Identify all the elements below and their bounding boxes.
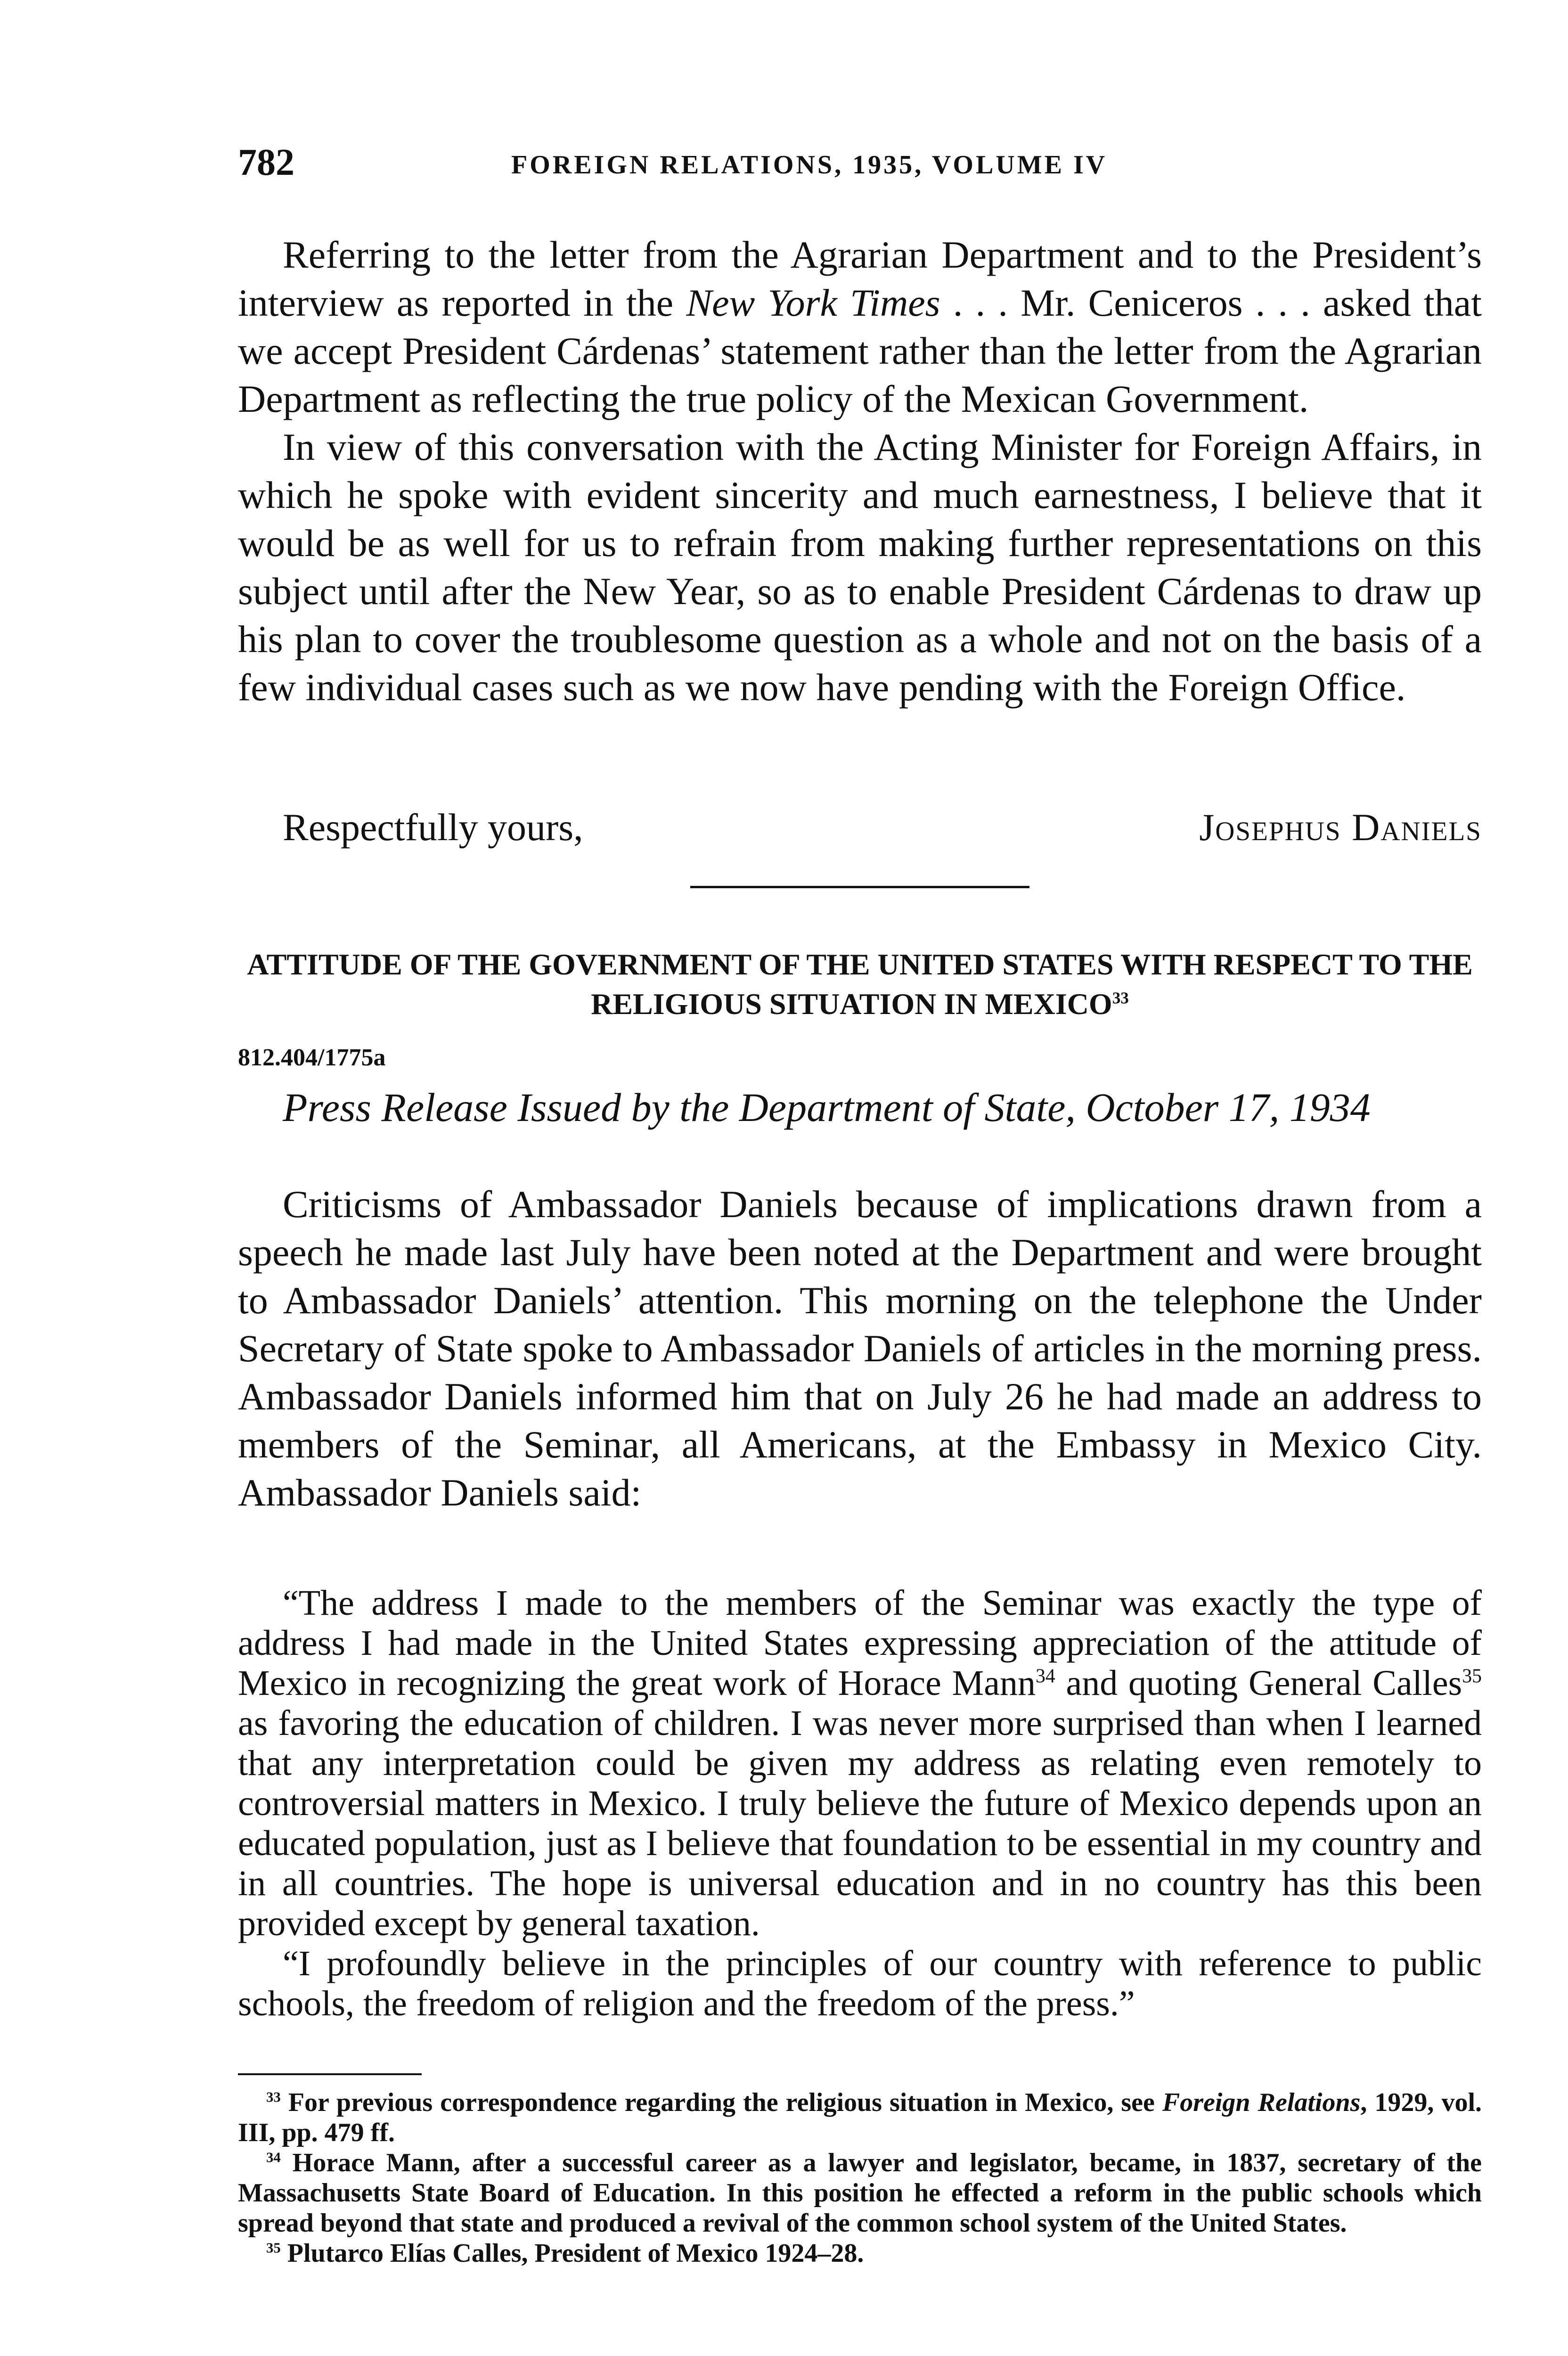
quoted-statement — [238, 1583, 1482, 2024]
document-title: Press Release Issued by the Department of State, October 17, 1934 — [283, 1085, 1371, 1130]
footnote-35: $^{35}$ Plutarco Elías Calles, President of Mexico 1924–28. — [266, 2239, 864, 2268]
letter-body — [238, 231, 1482, 712]
letter-signature: Josephus Daniels — [1199, 806, 1482, 849]
footnote-ref-33: 33 — [1112, 989, 1129, 1007]
letter-signoff — [283, 803, 1482, 851]
page-number: 782 — [238, 142, 294, 183]
footnote-rule — [238, 2073, 422, 2075]
section-divider — [690, 886, 1029, 888]
letter-paragraph-1: Referring to the letter from the Agrarian Department and to the President’s interview as reported in the New York Times . . . Mr. Ceniceros . . . asked that we accept President Cárdenas’ statement rather than the letter from the Agrarian Department as reflecting the true policy of the Mexican Government. — [238, 233, 1482, 420]
file-number: 812.404/1775a — [238, 1044, 386, 1071]
quote-paragraph-1: “The address I made to the members of the Seminar was exactly the type of address I had made in the United States expressing appreciation of the attitude of Mexico in recognizing the great work of Horace Mann$^{34}$ and quoting General Calles$^{35}$ as favoring the education of children. I was never more surprised than when I learned that any interpretation could be given my address as relating even remotely to controversial matters in Mexico. I truly believe the future of Mexico depends upon an educated population, just as I believe that foundation to be essential in my country and in all countries. The hope is universal education and in no country has this been provided except by general taxation. — [238, 1583, 1482, 1943]
press-release-body — [238, 1180, 1482, 1517]
newspaper-title: New York Times — [686, 281, 940, 324]
press-release-paragraph: Criticisms of Ambassador Daniels because of implications drawn from a speech he made last July have been noted at the Department and were brought to Ambassador Daniels’ attention. This morning on the telephone the Under Secretary of State spoke to Ambassador Daniels of articles in the morning press. Ambassador Daniels informed him that on July 26 he had made an address to members of the Seminar, all Americans, at the Embassy in Mexico City. Ambassador Daniels said: — [238, 1183, 1482, 1514]
section-title: ATTITUDE OF THE GOVERNMENT OF THE UNITED STATES WITH RESPECT TO THE RELIGIOUS SITUATION IN MEXICO$^{33}$ — [247, 948, 1473, 1021]
footnote-ref-35: 35 — [1462, 1665, 1482, 1687]
footnote-34: $^{34}$ Horace Mann, after a successful career as a lawyer and legislator, became, in 1837, secretary of the Massachusetts State Board of Education. In this position he effected a reform in the public schools which spread beyond that state and produced a revival of the common school system of the United States. — [238, 2148, 1482, 2238]
footnotes — [238, 2087, 1482, 2268]
letter-closing: Respectfully yours, — [283, 806, 583, 849]
running-head: FOREIGN RELATIONS, 1935, VOLUME IV — [511, 150, 1108, 180]
letter-paragraph-2: In view of this conversation with the Acting Minister for Foreign Affairs, in which he spoke with evident sincerity and much earnestness, I believe that it would be as well for us to refrain from making further representations on this subject until after the New Year, so as to enable President Cárdenas to draw up his plan to cover the troublesome question as a whole and not on the basis of a few individual cases such as we now have pending with the Foreign Office. — [238, 425, 1482, 709]
quote-paragraph-2: “I profoundly believe in the principles of our country with reference to public schools, the freedom of religion and the freedom of the press.” — [238, 1944, 1482, 2023]
footnote-33: $^{33}$ For previous correspondence regarding the religious situation in Mexico, see Foreign Relations, 1929, vol. III, pp. 479 ff. — [238, 2088, 1482, 2147]
footnote-ref-34: 34 — [1035, 1665, 1055, 1687]
page-header — [238, 141, 1482, 193]
